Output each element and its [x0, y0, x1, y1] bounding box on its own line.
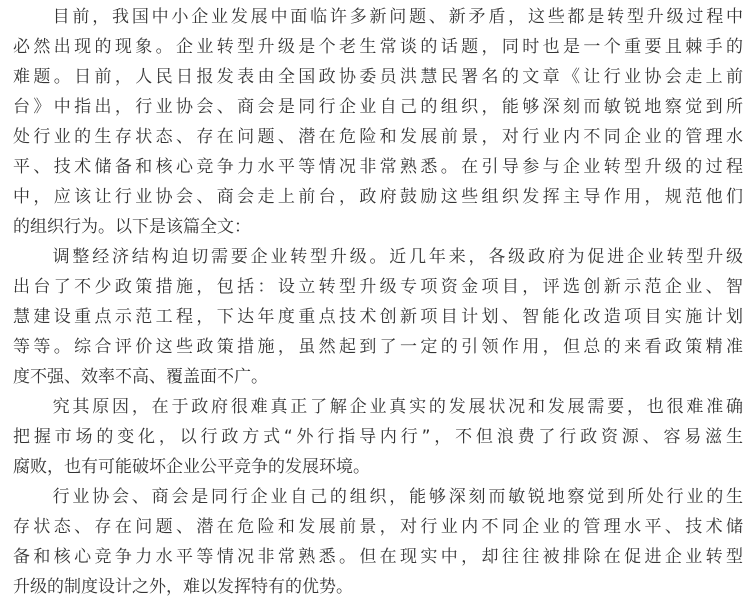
paragraph-reason [13, 392, 743, 482]
text-line: 的组织行为。以下是该篇全文： [13, 217, 251, 237]
text-line: 腐败，也有可能破坏企业公平竞争的发展环境。 [13, 457, 370, 477]
text-line: 出台了不少政策措施，包括：设立转型升级专项资金项目，评选创新示范企业、智 [13, 277, 743, 297]
paragraph-associations [13, 482, 743, 602]
paragraph-policy [13, 242, 743, 392]
text-line: 中，应该让行业协会、商会走上前台，政府鼓励这些组织发挥主导作用，规范他们 [13, 187, 743, 207]
text-line: 调整经济结构迫切需要企业转型升级。近几年来，各级政府为促进企业转型升级 [13, 247, 743, 267]
paragraph-intro [13, 2, 743, 242]
text-line: 度不强、效率不高、覆盖面不广。 [13, 367, 268, 387]
text-line: 究其原因，在于政府很难真正了解企业真实的发展状况和发展需要，也很难准确 [13, 397, 743, 417]
article-body [13, 2, 743, 602]
text-line: 存状态、存在问题、潜在危险和发展前景，对行业内不同企业的管理水平、技术储 [13, 517, 743, 537]
text-line: 台》中指出，行业协会、商会是同行企业自己的组织，能够深刻而敏锐地察觉到所 [13, 97, 743, 117]
text-line: 平、技术储备和核心竞争力水平等情况非常熟悉。在引导参与企业转型升级的过程 [13, 157, 743, 177]
text-line: 慧建设重点示范工程，下达年度重点技术创新项目计划、智能化改造项目实施计划 [13, 307, 743, 327]
text-line: 升级的制度设计之外，难以发挥特有的优势。 [13, 577, 353, 597]
text-line: 把握市场的变化，以行政方式“外行指导内行”，不但浪费了行政资源、容易滋生 [13, 427, 743, 447]
text-line: 备和核心竞争力水平等情况非常熟悉。但在现实中，却往往被排除在促进企业转型 [13, 547, 743, 567]
text-line: 处行业的生存状态、存在问题、潜在危险和发展前景，对行业内不同企业的管理水 [13, 127, 743, 147]
text-line: 目前，我国中小企业发展中面临许多新问题、新矛盾，这些都是转型升级过程中 [13, 7, 743, 27]
text-line: 等等。综合评价这些政策措施，虽然起到了一定的引领作用，但总的来看政策精准 [13, 337, 743, 357]
text-line: 必然出现的现象。企业转型升级是个老生常谈的话题，同时也是一个重要且棘手的 [13, 37, 743, 57]
text-line: 行业协会、商会是同行企业自己的组织，能够深刻而敏锐地察觉到所处行业的生 [13, 487, 743, 507]
text-line: 难题。日前，人民日报发表由全国政协委员洪慧民署名的文章《让行业协会走上前 [13, 67, 743, 87]
